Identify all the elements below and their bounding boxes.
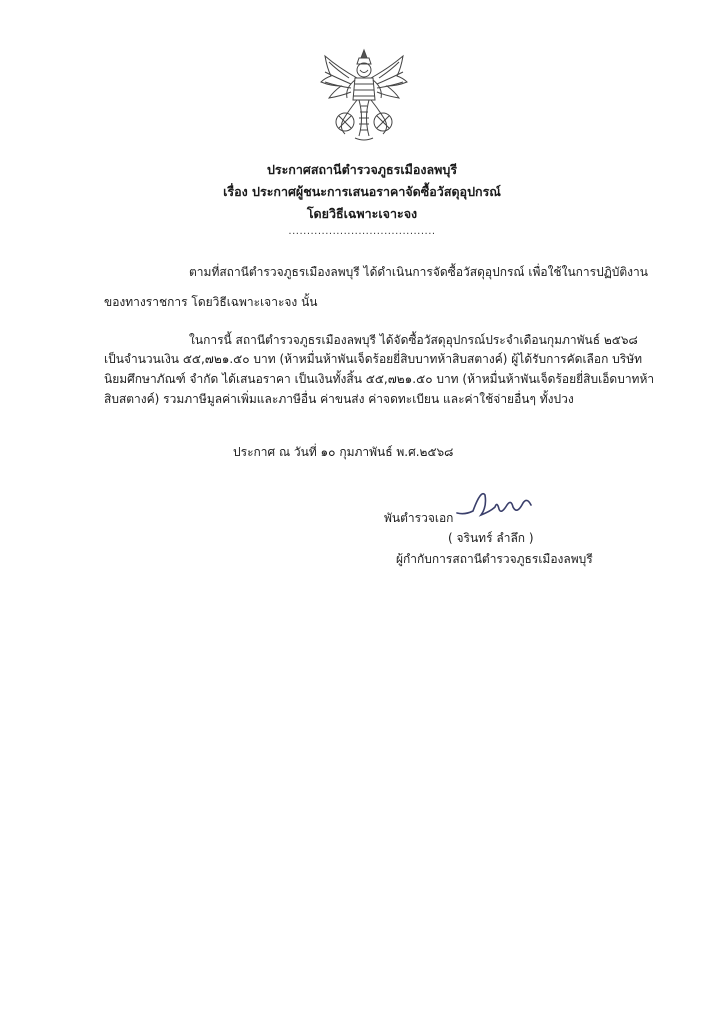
- announce-date: ประกาศ ณ วันที่ ๑๐ กุมภาพันธ์ พ.ศ.๒๕๖๘: [233, 445, 454, 459]
- header-separator: ........................................: [288, 226, 436, 237]
- paragraph1-line2: ของทางราชการ โดยวิธีเฉพาะเจาะจง นั้น: [104, 295, 318, 309]
- garuda-emblem-icon: [319, 48, 409, 144]
- signer-name: ( จรินทร์ ลำลึก ): [448, 531, 534, 545]
- paragraph1-line1: ตามที่สถานีตำรวจภูธรเมืองลพบุรี ได้ดำเนินการจัดซื้อวัสดุอุปกรณ์ เพื่อใช้ในการปฏิบัติงาน: [189, 265, 648, 279]
- paragraph2-line1: ในการนี้ สถานีตำรวจภูธรเมืองลพบุรี ได้จัดซื้อวัสดุอุปกรณ์ประจำเดือนกุมภาพันธ์ ๒๕๖๘: [189, 333, 638, 347]
- document-subject: เรื่อง ประกาศผู้ชนะการเสนอราคาจัดซื้อวัสดุอุปกรณ์: [223, 184, 501, 199]
- signer-position: ผู้กำกับการสถานีตำรวจภูธรเมืองลพบุรี: [396, 552, 593, 566]
- paragraph2-line4: สิบสตางค์) รวมภาษีมูลค่าเพิ่มและภาษีอื่น ค่าขนส่ง ค่าจดทะเบียน และค่าใช้จ่ายอื่นๆ ทั้งปวง: [104, 392, 574, 406]
- document-method: โดยวิธีเฉพาะเจาะจง: [306, 206, 418, 221]
- document-title: ประกาศสถานีตำรวจภูธรเมืองลพบุรี: [266, 162, 458, 177]
- handwritten-signature: [455, 485, 535, 525]
- signer-rank: พันตำรวจเอก: [384, 511, 454, 525]
- paragraph2-line3: นิยมศึกษาภัณฑ์ จำกัด ได้เสนอราคา เป็นเงินทั้งสิ้น ๕๕,๗๒๑.๕๐ บาท (ห้าหมื่นห้าพันเจ็ดร้อยยี่สิบเอ็ดบาทห้า: [104, 372, 655, 386]
- paragraph2-line2: เป็นจำนวนเงิน ๕๕,๗๒๑.๕๐ บาท (ห้าหมื่นห้าพันเจ็ดร้อยยี่สิบบาทห้าสิบสตางค์) ผู้ได้รับการคัดเลือก บริษัท: [104, 352, 643, 366]
